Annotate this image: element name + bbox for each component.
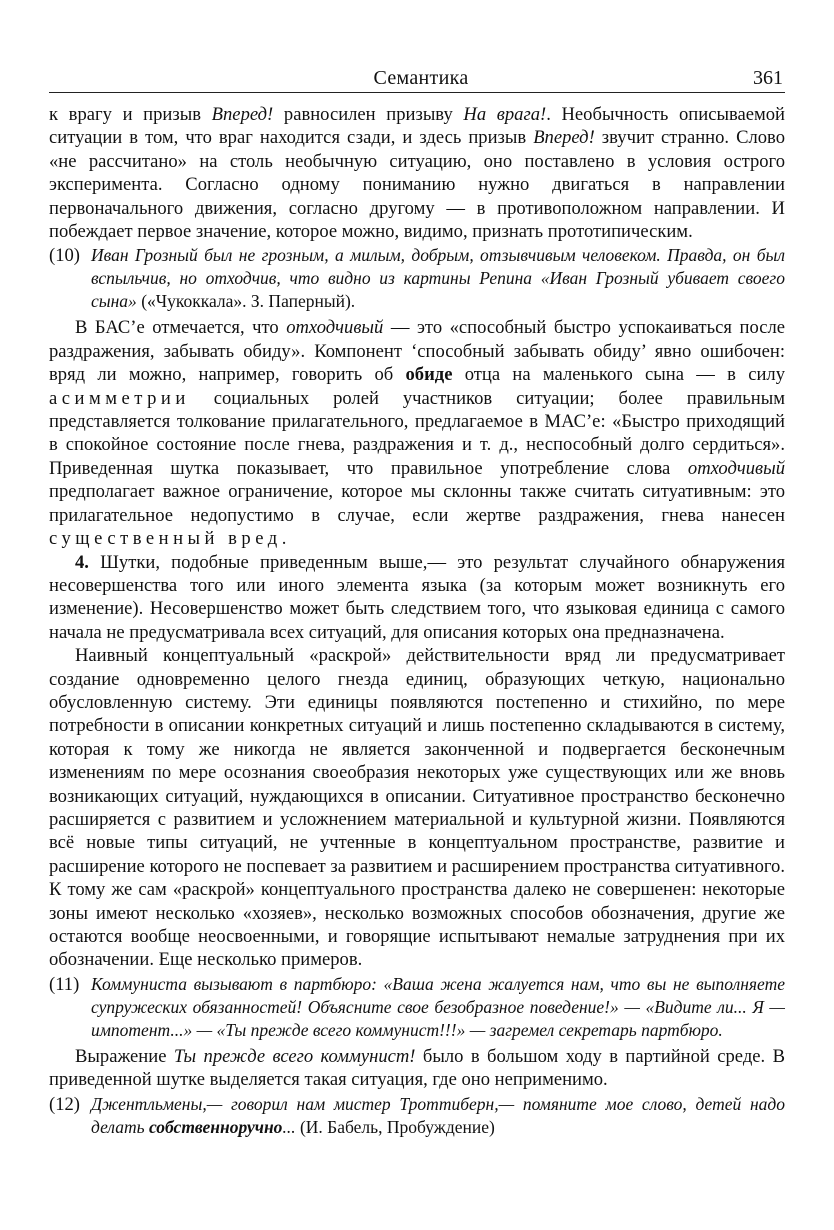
text-run: . [281,528,287,550]
example-number: (11) [49,973,80,995]
text-run: звучит странно. Слово «не рассчитано» на столь необычную ситуацию, оно поставлено в условия острого эксперимента. Согласно одному пониманию нужно двигаться в направлении первоначального движения, согласно другому — в противоположном направлении. И побеждает первое значение, которое можно, видимо, признать прототипическим. [49,127,786,243]
text-run: асимметрии [49,387,190,409]
text-run: (И. Бабель, Пробуждение) [295,1116,495,1137]
text-run: к врагу и призыв [49,104,212,125]
text-run: Джентльмены,— говорил нам мистер Троттиберн,— помяните мое слово, детей надо делать [91,1093,785,1137]
text-run: 4. [75,551,89,573]
example-number: (12) [49,1093,80,1115]
text-run: — это «способный быстро успокаиваться после раздражения, забывать обиду». Компонент ‘способный забывать обиду’ явно ошибочен: вряд ли можно, например, говорить об [49,317,785,386]
text-run: Шутки, подобные приведенным выше,— это результат случайного обнаружения несовершенства того или иного элемента языка (за которым может возникнуть его изменение). Несовершенство может быть следствием того, что языковая единица с самого начала не предусматривала всех ситуаций, для описания которых она предназначена. [49,551,785,643]
text-run: ... [282,1116,296,1137]
text-run: отца на маленького сына — в силу [452,364,785,386]
example-number: (10) [49,245,80,267]
text-run: Выражение [75,1045,174,1067]
text-run: На врага! [463,104,547,125]
paragraph-5 [49,1045,785,1092]
text-run: Иван Грозный был не грозным, а милым, добрым, отзывчивым человеком. Правда, он был вспыльчив, но отходчив, что видно из картины Репина «Иван Грозный убивает своего сына» [91,245,785,312]
running-title: Семантика [373,67,469,89]
text-run: равносилен призыву [273,104,464,125]
text-run: Наивный концептуальный «раскрой» действительности вряд ли предусматривает создание одновременно целого гнезда единиц, образующих четкую, национально обусловленную систему. Эти единицы появляются постепенно и стихийно, по мере потребности в описании конкретных ситуаций и лишь постепенно складываются в систему, которая к тому же никогда не является законченной и подвергается бесконечным изменениям по мере осознания своеобразия некоторых уже существующих или же вновь возникающих ситуаций, нуждающихся в описании. Ситуативное пространство бесконечно расширяется с развитием и усложнением материальной и культурной жизни. Появляются всё новые типы ситуаций, не учтенные в концептуальном пространстве, развитие и расширение которого не поспевает за развитием и расширением пространства ситуативного. К тому же сам «раскрой» концептуального пространства далеко не совершенен: некоторые зоны имеют несколько «хозяев», несколько возможных способов обозначения, другие же остаются вообще неосвоенными, и говорящие испытывают немалые затруднения при их обозначении. Еще несколько примеров. [49,645,785,971]
text-run: . Необычность описываемой ситуации в том, что враг находится сзади, и здесь призыв [49,104,785,149]
text-run: было в большом ходу в партийной среде. В приведенной шутке выделяется такая ситуация, где оно неприменимо. [49,1045,785,1091]
paragraph-1 [49,103,785,243]
text-run: Вперед! [533,127,595,149]
page-body [49,103,785,1139]
example-text [91,973,785,1042]
example-10 [49,244,785,313]
text-run: Ты прежде всего коммунист! [173,1045,416,1067]
paragraph-4 [49,644,785,972]
text-run: В БАС’е отмечается, что [75,317,287,339]
text-run: существенный вред [49,528,282,550]
page-number: 361 [753,67,783,89]
text-run: обиде [405,364,453,386]
text-run: предполагает важное ограничение, которое мы склонны также считать ситуативным: это прилагательное недопустимо в случае, если жертве раздражения, гнева нанесен [49,481,785,526]
example-text [91,1093,785,1139]
text-run: отходчивый [687,457,785,479]
text-run: отходчивый [286,317,384,339]
text-run: социальных ролей участников ситуации; более правильным представляется толкование прилагательного, предлагаемое в МАС’е: «Быстро приходящий в спокойное состояние после гнева, раздражения и т. д., неспособный долго сердиться». Приведенная шутка показывает, что правильное употребление слова [49,387,785,479]
text-run: Вперед! [211,104,274,125]
paragraph-3 [49,551,785,645]
paragraph-2 [49,316,785,550]
text-run: собственноручно [148,1116,283,1137]
example-11 [49,973,785,1042]
running-head [49,60,785,93]
example-text [91,244,785,313]
example-12 [49,1093,785,1139]
text-run: Коммуниста вызывают в партбюро: «Ваша жена жалуется нам, что вы не выполняете супружеских обязанностей! Объясните свое безобразное поведение!» — «Видите ли... Я — импотент...» — «Ты прежде всего коммунист!!!» — загремел секретарь партбюро. [91,973,785,1040]
text-run: («Чукоккала». З. Паперный). [136,291,356,312]
book-page [49,60,785,1142]
